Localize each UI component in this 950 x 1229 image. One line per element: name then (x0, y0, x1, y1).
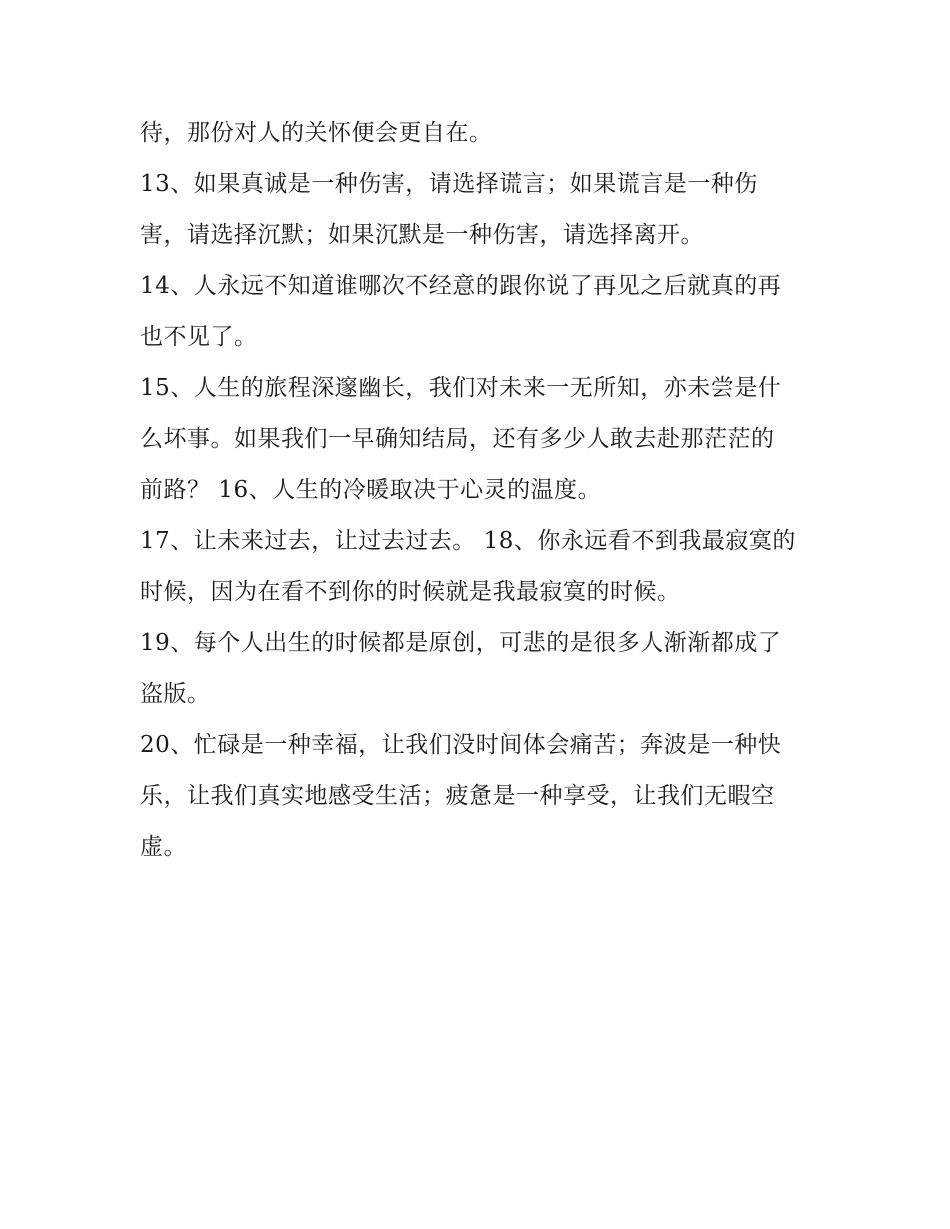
document-body (140, 108, 820, 873)
text-line: 13、如果真诚是一种伤害，请选择谎言；如果谎言是一种伤 (140, 171, 758, 197)
text-line: 害，请选择沉默；如果沉默是一种伤害，请选择离开。 (140, 222, 704, 248)
text-line: 19、每个人出生的时候都是原创，可悲的是很多人渐渐都成了 (140, 630, 782, 656)
text-line: 乐，让我们真实地感受生活；疲惫是一种享受，让我们无暇空 (140, 783, 775, 809)
text-line: 时候，因为在看不到你的时候就是我最寂寞的时候。 (140, 579, 681, 605)
text-line: 前路？ 16、人生的冷暖取决于心灵的温度。 (140, 477, 602, 503)
text-line: 待，那份对人的关怀便会更自在。 (140, 120, 493, 146)
text-line: 15、人生的旅程深邃幽长，我们对未来一无所知，亦未尝是什 (140, 375, 782, 401)
text-line: 虚。 (140, 834, 187, 860)
text-line: 20、忙碌是一种幸福，让我们没时间体会痛苦；奔波是一种快 (140, 732, 782, 758)
text-line: 也不见了。 (140, 324, 258, 350)
text-line: 14、人永远不知道谁哪次不经意的跟你说了再见之后就真的再 (140, 273, 782, 299)
text-line: 么坏事。如果我们一早确知结局，还有多少人敢去赴那茫茫的 (140, 426, 775, 452)
text-line: 17、让未来过去，让过去过去。 18、你永远看不到我最寂寞的 (140, 528, 796, 554)
text-line: 盗版。 (140, 681, 211, 707)
